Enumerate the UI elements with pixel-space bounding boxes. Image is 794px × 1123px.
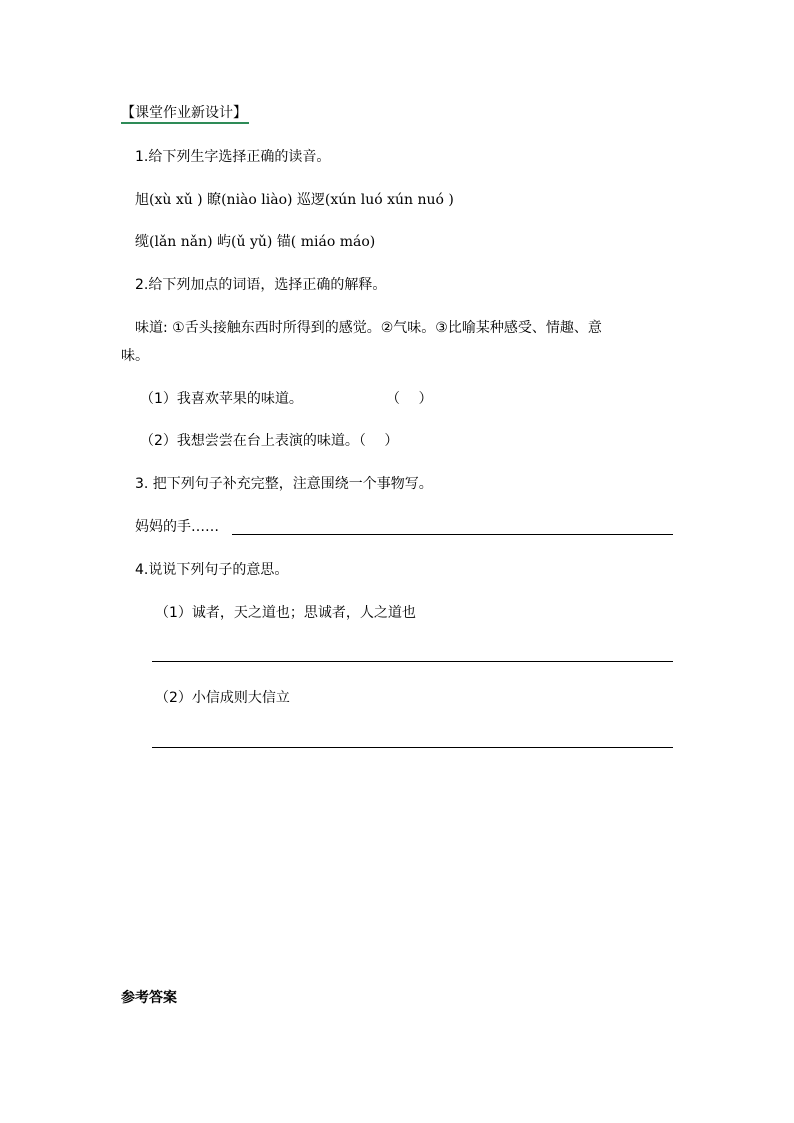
answers-heading: 参考答案 — [121, 990, 177, 1006]
question-4-item-1: （1）诚者，天之道也；思诚者，人之道也 — [155, 605, 416, 621]
question-1-row-2: 缆(lǎn nǎn) 屿(ǔ yǔ) 锚( miáo máo) — [135, 234, 376, 250]
question-4-title: 4.说说下列句子的意思。 — [135, 562, 289, 578]
question-1-title: 1.给下列生字选择正确的读音。 — [135, 149, 331, 165]
section-header: 【课堂作业新设计】 — [121, 104, 249, 124]
definition-line-1: 味道: ①舌头接触东西时所得到的感觉。②气味。③比喻某种感受、情趣、意 — [135, 320, 602, 336]
question-4-item-2: （2）小信成则大信立 — [155, 690, 290, 706]
question-3-title: 3. 把下列句子补充完整，注意围绕一个事物写。 — [135, 476, 433, 492]
definition-line-2: 味。 — [121, 348, 149, 364]
question-1-row-1: 旭(xù xǔ ) 瞭(niào liào) 巡逻(xún luó xún nuó ) — [135, 192, 454, 208]
question-4-item-1-answer-line[interactable] — [152, 661, 673, 662]
question-2-item-2: （2）我想尝尝在台上表演的味道。（ ） — [140, 433, 399, 449]
question-3-prompt: 妈妈的手…… — [135, 519, 219, 535]
question-2-item-1-blank[interactable]: （ ） — [386, 391, 433, 407]
question-4-item-2-answer-line[interactable] — [152, 747, 673, 748]
question-3-answer-line[interactable] — [232, 534, 673, 535]
question-2-title: 2.给下列加点的词语，选择正确的解释。 — [135, 277, 387, 293]
question-2-item-1: （1）我喜欢苹果的味道。 — [140, 391, 303, 407]
